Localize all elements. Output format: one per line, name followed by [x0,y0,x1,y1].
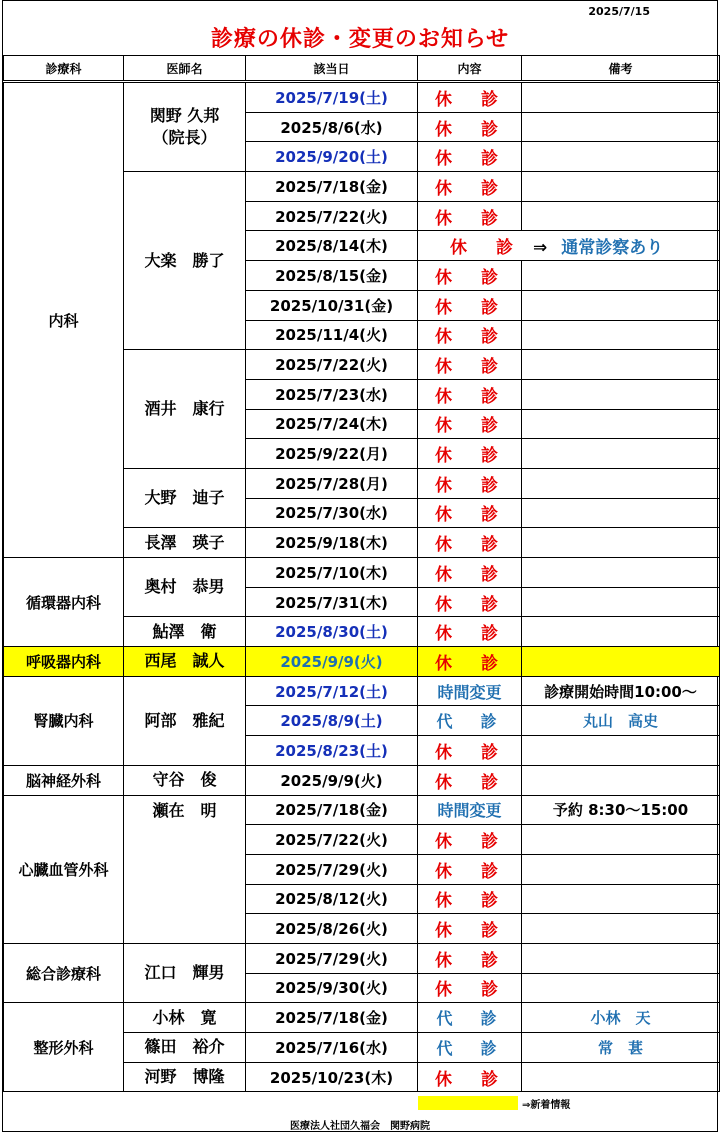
note-cell [522,409,720,439]
content-cell: 休 診 [418,468,522,498]
doctor-cell: 江口 輝男 [124,943,246,1002]
note-cell [522,142,720,172]
date-cell: 2025/7/22(火) [246,201,418,231]
doctor-cell: 酒井 康行 [124,350,246,469]
date-cell: 2025/10/31(金) [246,290,418,320]
content-cell: 休 診 [418,409,522,439]
date-cell: 2025/7/18(金) [246,795,418,825]
doctor-cell: 奥村 恭男 [124,558,246,617]
note-cell [522,587,720,617]
content-cell: 休 診 [418,914,522,944]
note-cell [522,172,720,202]
note-cell [522,290,720,320]
date-cell: 2025/9/18(木) [246,528,418,558]
content-cell: 休 診 [418,617,522,647]
content-cell: 休 診 [418,647,522,677]
date-cell: 2025/7/29(火) [246,943,418,973]
note-cell [522,914,720,944]
content-label: 休 診 [450,238,519,259]
table-row [4,765,720,795]
date-cell: 2025/8/30(土) [246,617,418,647]
doctor-cell [124,82,246,172]
note-cell [522,350,720,380]
note-cell: 常 葚 [522,1033,720,1063]
dept-cell: 脳神経外科 [4,765,124,795]
date-cell: 2025/7/16(水) [246,1033,418,1063]
date-cell: 2025/9/22(月) [246,439,418,469]
note-cell [522,320,720,350]
note-cell [522,201,720,231]
doctor-cell: 篠田 裕介 [124,1033,246,1063]
note-cell [522,825,720,855]
hospital-footer: 医療法人社団久福会 関野病院 [290,1121,430,1132]
note-cell [522,468,720,498]
date-cell: 2025/9/9(火) [246,647,418,677]
dept-cell: 腎臓内科 [4,676,124,765]
date-cell: 2025/8/23(土) [246,736,418,766]
table-row [4,558,720,588]
note-cell [522,439,720,469]
date-cell: 2025/7/18(金) [246,172,418,202]
date-cell: 2025/8/12(火) [246,884,418,914]
doctor-cell: 守谷 俊 [124,765,246,795]
doctor-cell: 小林 寛 [124,1003,246,1033]
date-cell: 2025/8/6(水) [246,112,418,142]
content-cell: 休 診 [418,82,522,113]
note-cell [522,854,720,884]
date-cell: 2025/9/20(土) [246,142,418,172]
content-cell: 休 診 [418,765,522,795]
content-cell: 休 診 [418,142,522,172]
content-cell: 休 診 [418,350,522,380]
content-cell: 休 診 [418,201,522,231]
note-cell [522,647,720,677]
date-cell: 2025/7/12(土) [246,676,418,706]
content-cell: 休 診 [418,290,522,320]
table-row [4,82,720,113]
date-cell: 2025/9/30(火) [246,973,418,1003]
date-cell: 2025/8/14(木) [246,231,418,261]
content-cell: 休 診 [418,439,522,469]
table-row [4,943,720,973]
date-cell: 2025/8/9(土) [246,706,418,736]
content-cell: 代 診 [418,706,522,736]
table-row [4,795,720,825]
date-cell: 2025/9/9(火) [246,765,418,795]
date-cell: 2025/7/24(木) [246,409,418,439]
note-cell: 丸山 高史 [522,706,720,736]
content-cell: 休 診 [418,587,522,617]
dept-cell: 総合診療科 [4,943,124,1002]
header-note: 備考 [522,56,720,82]
note-cell [522,1062,720,1092]
date-cell: 2025/10/23(木) [246,1062,418,1092]
content-cell: 休 診 [418,973,522,1003]
doctor-cell: 河野 博隆 [124,1062,246,1092]
note-cell: 小林 天 [522,1003,720,1033]
content-cell: 休 診 [418,320,522,350]
doctor-cell: 阿部 雅紀 [124,676,246,765]
header-doctor: 医師名 [124,56,246,82]
new-info-legend-label: ⇒新着情報 [522,1100,571,1111]
schedule-table [3,55,720,1092]
dept-cell: 心臓血管外科 [4,795,124,943]
note-cell [522,379,720,409]
content-cell: 代 診 [418,1033,522,1063]
date-cell: 2025/7/10(木) [246,558,418,588]
content-cell: 代 診 [418,1003,522,1033]
page-title: 診療の休診・変更のお知らせ [210,27,510,52]
note-cell [522,528,720,558]
content-cell: 時間変更 [418,795,522,825]
doctor-cell: 鮎澤 衛 [124,617,246,647]
content-cell: 休 診 [418,825,522,855]
doctor-cell: 西尾 誠人 [124,647,246,677]
content-cell: 休 診 [418,172,522,202]
date-cell: 2025/7/22(火) [246,825,418,855]
content-cell: 休 診 [418,498,522,528]
content-cell: 時間変更 [418,676,522,706]
note-cell [522,82,720,113]
dept-cell: 整形外科 [4,1003,124,1092]
doctor-cell: 瀬在 明 [124,795,246,943]
note-cell [522,558,720,588]
content-cell: 休 診 [418,112,522,142]
content-note-cell [418,231,720,261]
date-cell: 2025/7/28(月) [246,468,418,498]
doctor-title: （院長） [152,128,217,148]
date-cell: 2025/7/29(火) [246,854,418,884]
date-cell: 2025/7/18(金) [246,1003,418,1033]
note-cell [522,973,720,1003]
date-cell: 2025/8/15(金) [246,261,418,291]
table-row [4,1003,720,1033]
table-row [4,676,720,706]
dept-cell: 循環器内科 [4,558,124,647]
note-cell [522,736,720,766]
arrow-icon: ⇒ [533,238,548,259]
content-cell: 休 診 [418,379,522,409]
content-cell: 休 診 [418,1062,522,1092]
issue-date: 2025/7/15 [588,5,650,18]
doctor-cell: 大野 迪子 [124,468,246,527]
note-cell [522,884,720,914]
content-cell: 休 診 [418,736,522,766]
content-cell: 休 診 [418,884,522,914]
note-cell [522,498,720,528]
table-row-new [4,647,720,677]
date-cell: 2025/7/31(木) [246,587,418,617]
note-label: 通常診察あり [561,238,664,259]
date-cell: 2025/7/22(火) [246,350,418,380]
note-cell [522,261,720,291]
date-cell: 2025/11/4(火) [246,320,418,350]
header-date: 該当日 [246,56,418,82]
header-dept: 診療科 [4,56,124,82]
new-info-legend-swatch [418,1096,518,1110]
doctor-name: 関野 久邦 [149,106,220,126]
date-cell: 2025/8/26(火) [246,914,418,944]
content-cell: 休 診 [418,558,522,588]
note-cell [522,112,720,142]
content-cell: 休 診 [418,261,522,291]
note-cell: 診療開始時間10:00～ [522,676,720,706]
content-cell: 休 診 [418,854,522,884]
note-cell [522,765,720,795]
content-cell: 休 診 [418,943,522,973]
date-cell: 2025/7/19(土) [246,82,418,113]
doctor-cell: 大楽 勝了 [124,172,246,350]
doctor-cell: 長澤 瑛子 [124,528,246,558]
note-cell: 予約 8:30～15:00 [522,795,720,825]
dept-cell: 呼吸器内科 [4,647,124,677]
header-content: 内容 [418,56,522,82]
date-cell: 2025/7/30(水) [246,498,418,528]
date-cell: 2025/7/23(水) [246,379,418,409]
content-cell: 休 診 [418,528,522,558]
note-cell [522,617,720,647]
dept-cell: 内科 [4,82,124,558]
note-cell [522,943,720,973]
